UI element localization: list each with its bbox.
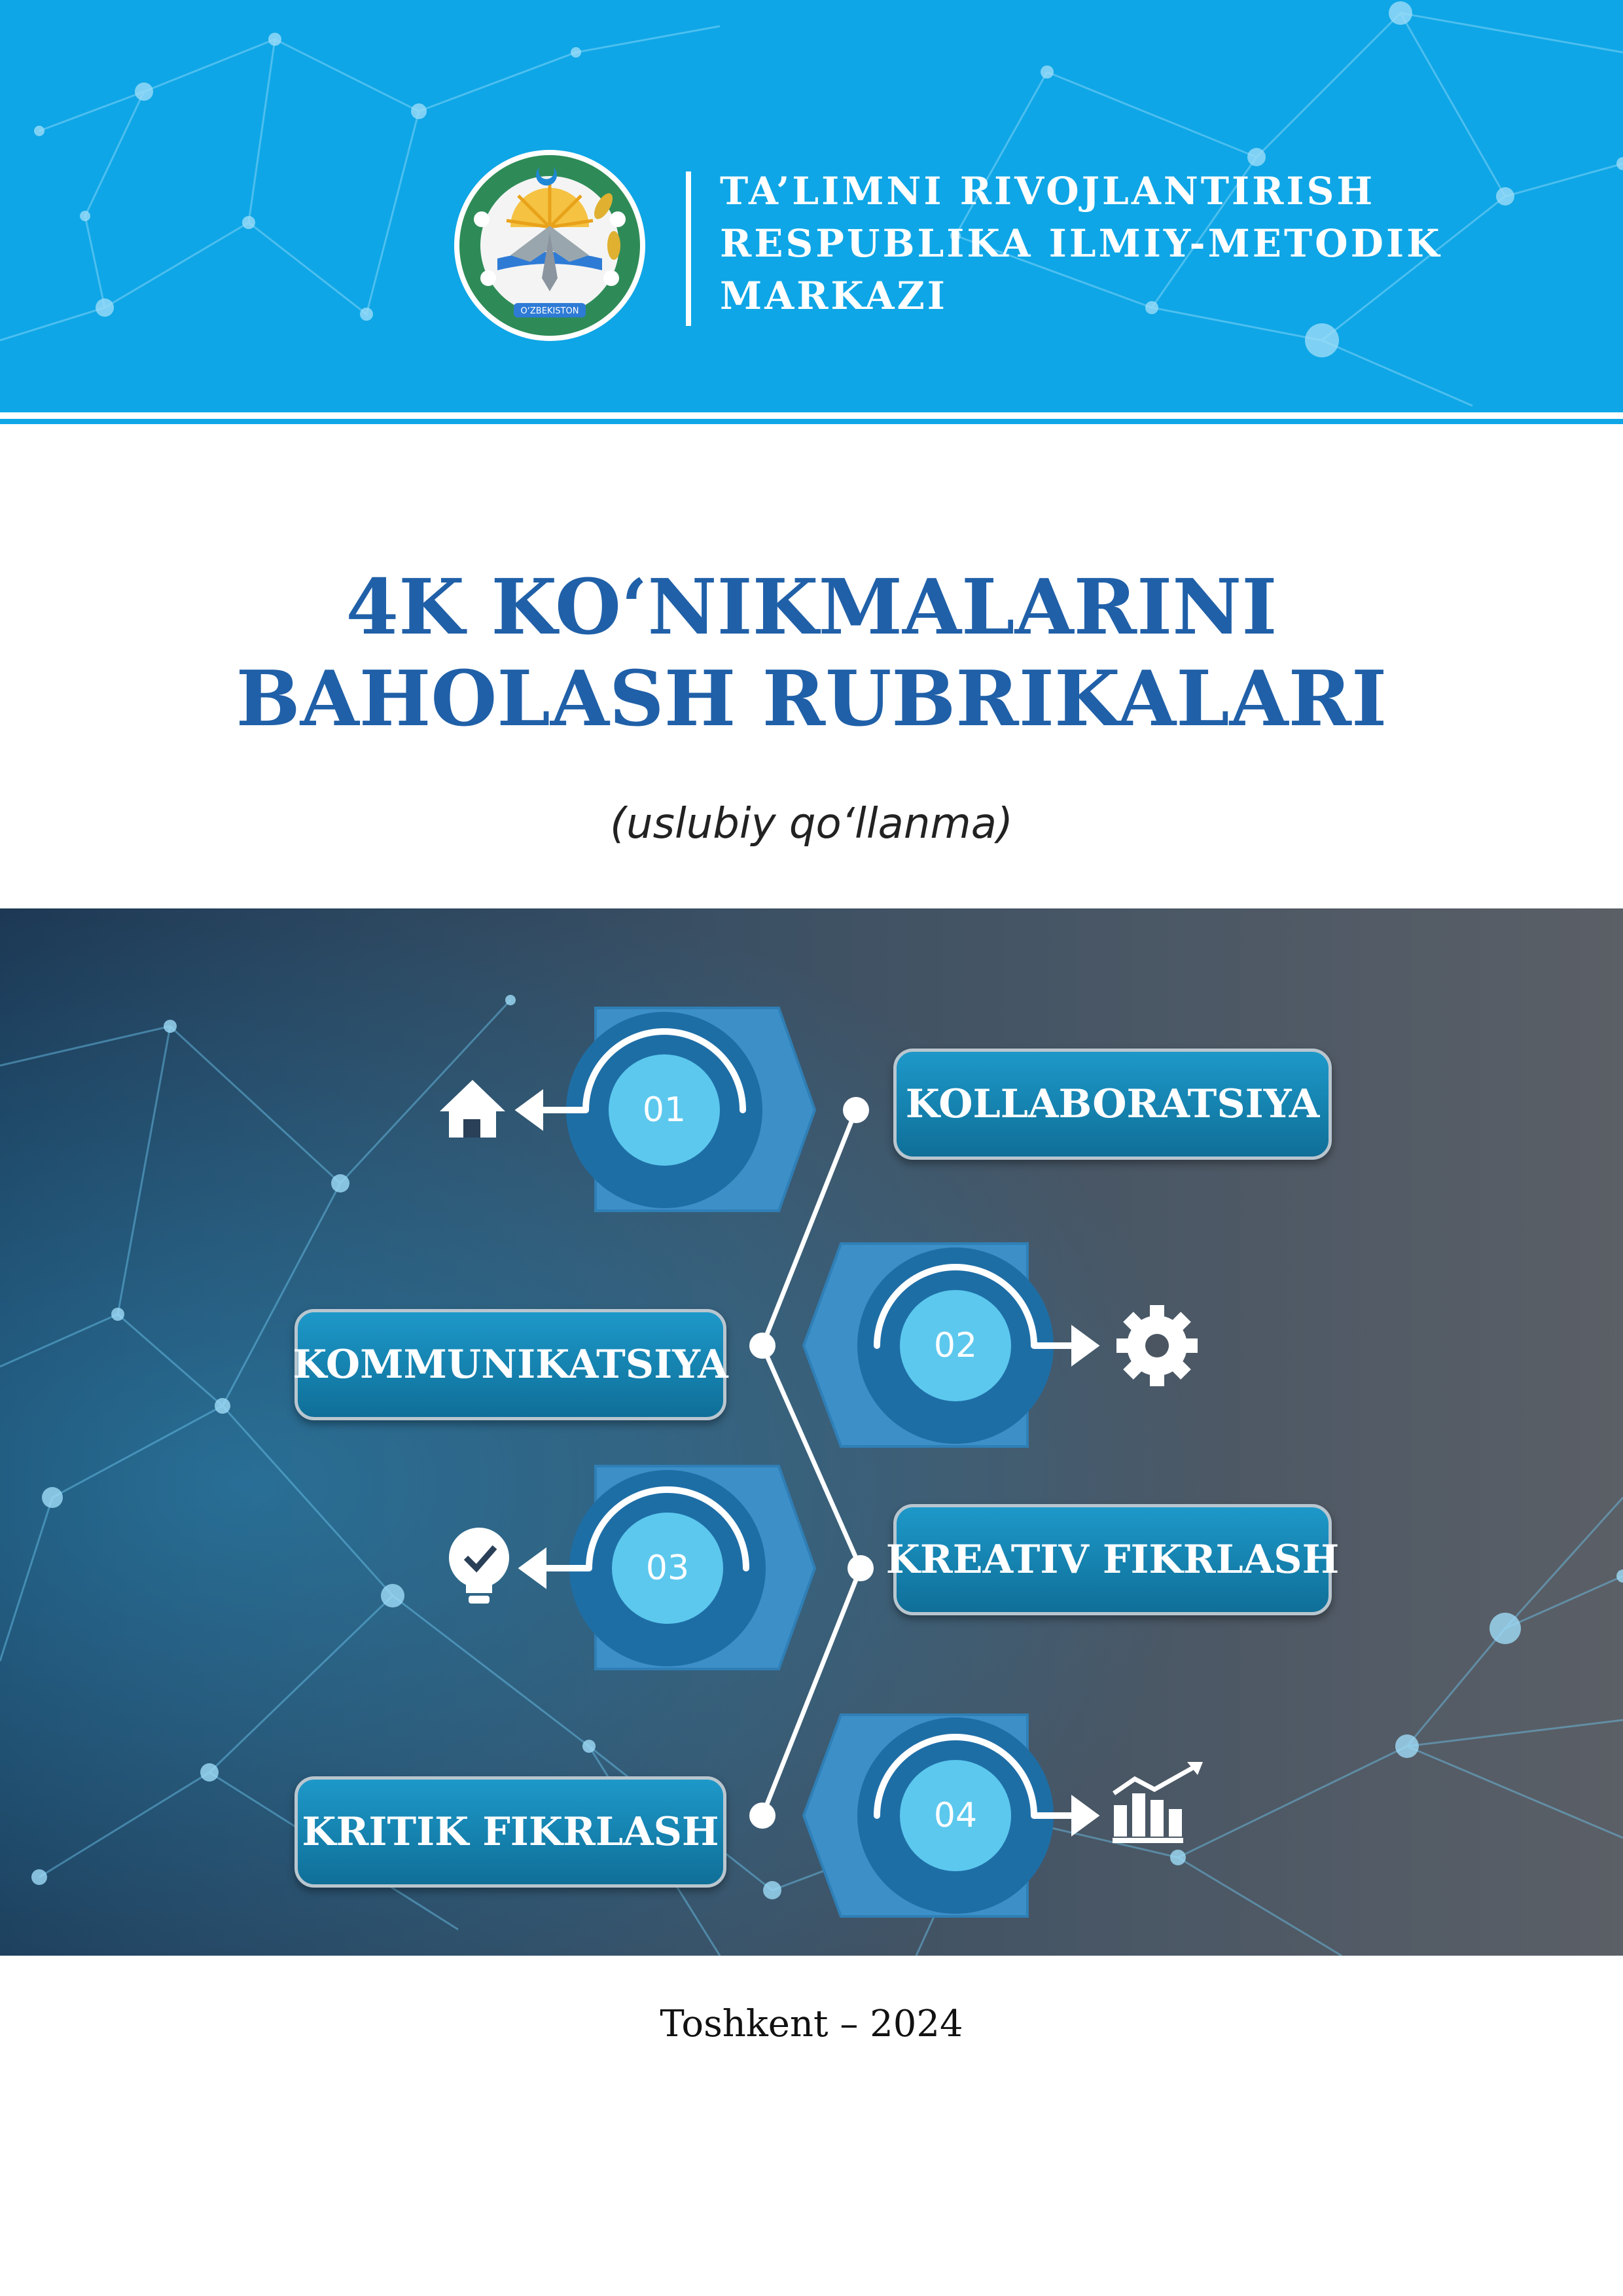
skill-label-kreativ-fikrlash: KREATIV FIKRLASH xyxy=(893,1504,1332,1615)
org-name-line-1: TA’LIMNI RIVOJLANTIRISH xyxy=(720,169,1376,213)
document-title-line-1: 4K KO‘NIKMALARINI xyxy=(346,563,1277,652)
uzbekistan-state-emblem-icon xyxy=(452,147,648,344)
gear-icon xyxy=(1116,1305,1198,1386)
step-number-04: 04 xyxy=(900,1760,1011,1871)
header-banner xyxy=(0,0,1623,412)
org-name-line-3: MARKAZI xyxy=(720,274,948,318)
skill-label-kritik-fikrlash: KRITIK FIKRLASH xyxy=(294,1776,726,1888)
step-number-02: 02 xyxy=(900,1290,1011,1401)
skills-infographic xyxy=(0,908,1623,1956)
org-name-line-2: RESPUBLIKA ILMIY-METODIK xyxy=(720,221,1442,266)
publication-place-year: Toshkent – 2024 xyxy=(660,2003,963,2045)
step-number-01: 01 xyxy=(609,1054,720,1166)
document-subtitle: (uslubiy qo‘llanma) xyxy=(610,800,1013,848)
step-number-03: 03 xyxy=(612,1513,723,1624)
document-title-line-2: BAHOLASH RUBRIKALARI xyxy=(236,655,1387,744)
skill-label-kommunikatsiya: KOMMUNIKATSIYA xyxy=(294,1309,726,1420)
infographic-background xyxy=(0,908,1623,1956)
svg-text:O‘ZBEKISTON: O‘ZBEKISTON xyxy=(520,306,579,316)
header-separator xyxy=(0,412,1623,419)
skill-label-kollaboratsiya: KOLLABORATSIYA xyxy=(893,1049,1332,1160)
header-divider xyxy=(686,171,691,326)
header-separator-blue xyxy=(0,419,1623,424)
